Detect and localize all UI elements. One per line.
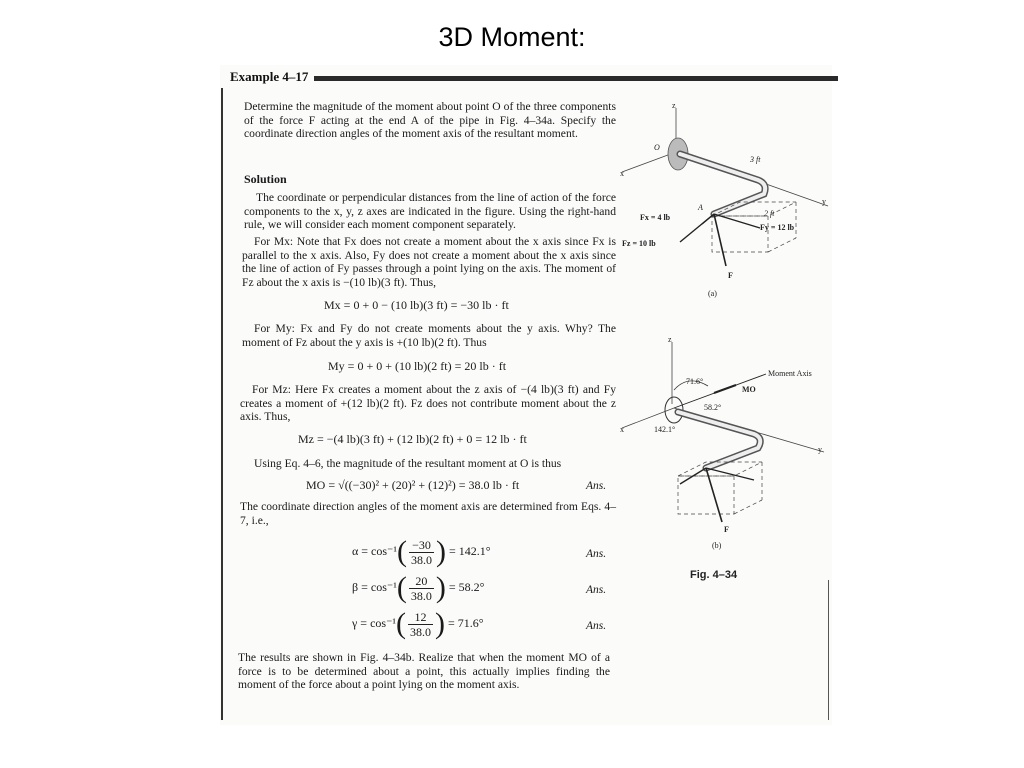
fig-b-sublabel: (b) bbox=[712, 541, 722, 550]
pipe-b bbox=[678, 412, 760, 468]
fig-b-y-label: y bbox=[818, 445, 822, 454]
force-F-arrow bbox=[714, 214, 726, 266]
example-header-bar bbox=[314, 76, 838, 81]
fig-b-x-label: x bbox=[620, 425, 624, 434]
example-label: Example 4–17 bbox=[230, 69, 309, 84]
moment-axis-label: Moment Axis bbox=[768, 369, 812, 378]
solution-paragraph-3: For My: Fx and Fy do not create moments about the y axis. Why? The moment of Fz about the y axis is +(10 lb)(2 ft). Thus bbox=[242, 322, 616, 349]
page-right-rule bbox=[828, 580, 829, 720]
fig-b-z-label: z bbox=[668, 335, 672, 344]
figure-caption: Fig. 4–34 bbox=[690, 569, 738, 581]
equation-mo: MO = √((−30)² + (20)² + (12)²) = 38.0 lb · ft bbox=[306, 478, 520, 492]
equation-alpha: α = cos⁻¹( $\frac{-30}{38.0}$ ) = 142.1° bbox=[352, 535, 491, 568]
fig-b-angle-582: 58.2° bbox=[704, 403, 722, 412]
fig-a-y-label: y bbox=[822, 197, 826, 206]
answer-gamma: Ans. bbox=[586, 620, 607, 632]
fig-a-fz-label: Fz = 10 lb bbox=[622, 239, 656, 248]
gamma-lhs: γ = cos⁻¹ bbox=[352, 615, 396, 630]
equation-gamma: γ = cos⁻¹( $\frac{12}{38.0}$ ) = 71.6° bbox=[352, 607, 484, 640]
answer-beta: Ans. bbox=[586, 584, 607, 596]
slide-title: 3D Moment: bbox=[438, 22, 586, 52]
figure-b-diagram bbox=[618, 334, 832, 556]
solution-paragraph-5: Using Eq. 4–6, the magnitude of the resultant moment at O is thus bbox=[254, 457, 562, 470]
solution-paragraph-2: For Mx: Note that Fx does not create a moment about the x axis since Fx is parallel to the x axis. Also, Fy does not create a moment about the x axis since the line of action of Fy passes through a point lying on the axis. The moment of Fz about the x axis is −(10 lb)(3 ft). Thus, bbox=[242, 235, 616, 289]
beta-lhs: β = cos⁻¹ bbox=[352, 579, 397, 594]
alpha-numerator: −30 bbox=[409, 538, 434, 553]
equation-mx: Mx = 0 + 0 − (10 lb)(3 ft) = −30 lb · ft bbox=[324, 298, 509, 312]
problem-statement: Determine the magnitude of the moment about point O of the three components of the force F acting at the end A of the pipe in Fig. 4–34a. Specify the coordinate direction angles of the moment axis of the resultant moment. bbox=[244, 100, 616, 141]
alpha-lhs: α = cos⁻¹ bbox=[352, 543, 397, 558]
beta-denominator: 38.0 bbox=[410, 588, 432, 603]
fig-b-angle-1421: 142.1° bbox=[654, 425, 676, 434]
dim-3ft: 3 ft bbox=[750, 155, 761, 164]
fig-a-fx-label: Fx = 4 lb bbox=[640, 213, 671, 222]
gamma-denominator: 38.0 bbox=[410, 624, 431, 639]
figure-a-diagram bbox=[618, 96, 832, 304]
example-header bbox=[230, 67, 842, 87]
solution-paragraph-4: For Mz: Here Fx creates a moment about the z axis of −(4 lb)(3 ft) and Fy creates a moment of +(12 lb)(2 ft). Fz does not contribute moment about the z axis. Thus, bbox=[240, 383, 616, 424]
equation-beta: β = cos⁻¹( $\frac{20}{38.0}$ ) = 58.2° bbox=[352, 571, 485, 604]
fig-b-f-label: F bbox=[724, 525, 729, 534]
equation-mz: Mz = −(4 lb)(3 ft) + (12 lb)(2 ft) + 0 = 12 lb · ft bbox=[298, 432, 527, 446]
fig-b-angle-716: 71.6° bbox=[686, 377, 704, 386]
alpha-rhs: = 142.1° bbox=[448, 543, 491, 558]
beta-numerator: 20 bbox=[409, 574, 434, 589]
alpha-denominator: 38.0 bbox=[410, 552, 432, 567]
dim-2ft: 2 ft bbox=[764, 209, 775, 218]
solution-paragraph-1: The coordinate or perpendicular distances from the line of action of the force components to the x, y, z axes are indicated in the figure. Using the right-hand rule, we will consider each moment component separately. bbox=[244, 191, 616, 232]
fig-a-o-label: O bbox=[654, 143, 660, 152]
fig-a-fy-label: Fy = 12 lb bbox=[760, 223, 795, 232]
fig-a-a-label: A bbox=[698, 203, 703, 212]
fig-a-f-label: F bbox=[728, 271, 733, 280]
answer-mo: Ans. bbox=[586, 480, 607, 492]
equation-my: My = 0 + 0 + (10 lb)(2 ft) = 20 lb · ft bbox=[328, 359, 507, 373]
fig-a-x-label: x bbox=[620, 169, 624, 178]
solution-paragraph-7: The results are shown in Fig. 4–34b. Realize that when the moment MO of a force is to be determined about a point, this actually implies finding the moment of the force about a point lying on the moment axis. bbox=[238, 651, 610, 692]
solution-paragraph-6: The coordinate direction angles of the moment axis are determined from Eqs. 4–7, i.e., bbox=[240, 500, 616, 527]
answer-alpha: Ans. bbox=[586, 548, 607, 560]
mo-arrow bbox=[714, 385, 736, 393]
fig-a-sublabel: (a) bbox=[708, 289, 717, 298]
gamma-numerator: 12 bbox=[408, 610, 433, 625]
page-left-rule bbox=[221, 88, 223, 720]
solution-heading: Solution bbox=[244, 172, 287, 186]
fig-b-mo-label: MO bbox=[742, 385, 756, 394]
fig-a-z-label: z bbox=[672, 101, 676, 110]
beta-rhs: = 58.2° bbox=[448, 579, 485, 594]
gamma-rhs: = 71.6° bbox=[448, 615, 484, 630]
